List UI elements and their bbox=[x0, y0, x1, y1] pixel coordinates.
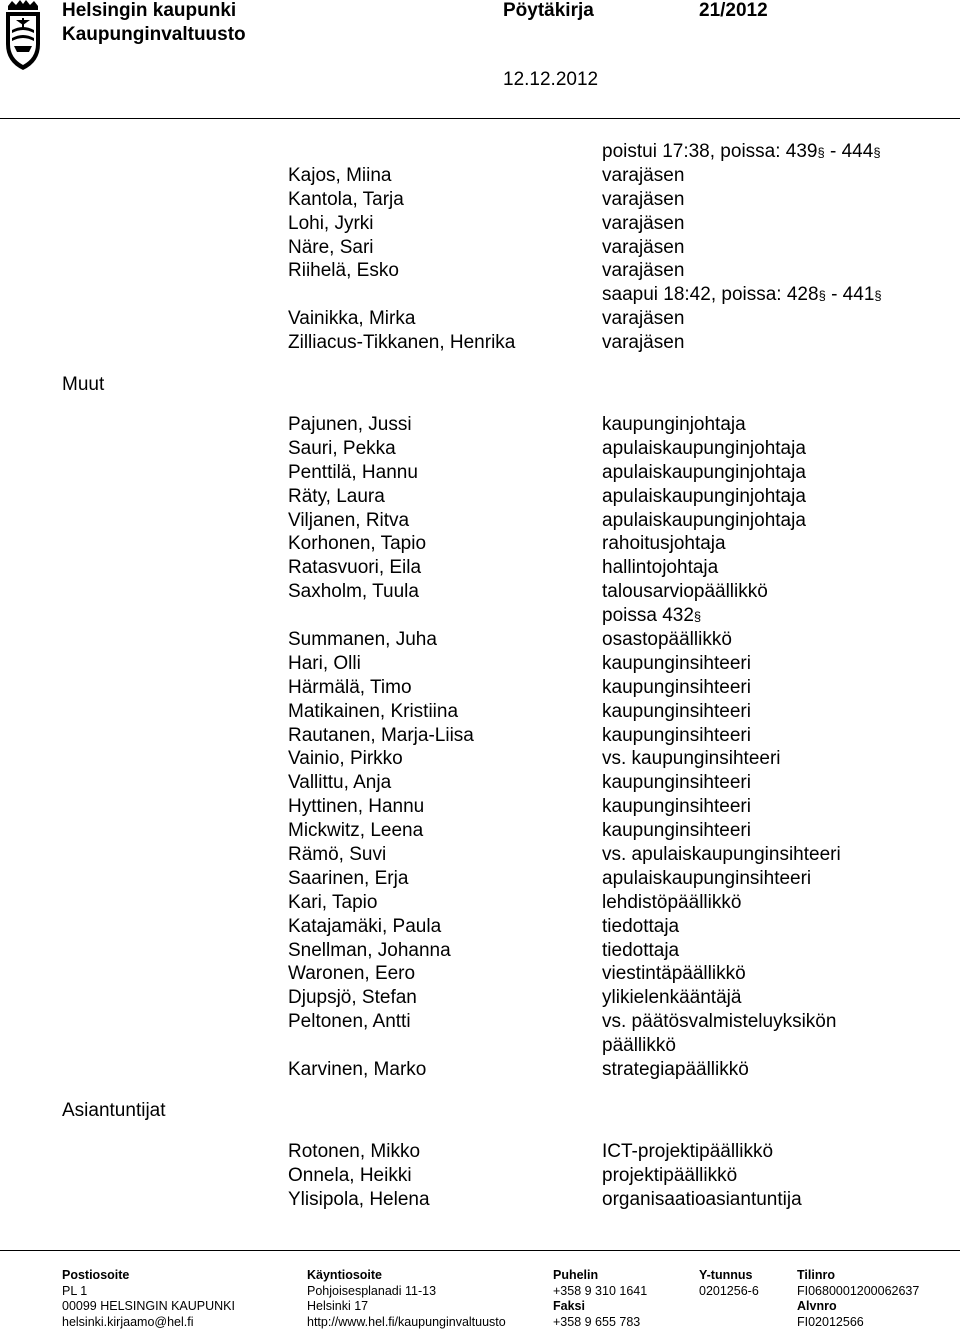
attendance-note: poistui 17:38, poissa: 439§ - 444§ bbox=[602, 141, 881, 162]
doc-type: Pöytäkirja bbox=[503, 0, 594, 21]
list-item: Waronen, Eero bbox=[288, 963, 416, 985]
list-item: Summanen, Juha bbox=[288, 629, 437, 651]
list-item: apulaiskaupunginsihteeri bbox=[602, 867, 812, 889]
footer-postiosoite: Postiosoite PL 1 00099 HELSINGIN KAUPUNKI helsinki.kirjaamo@hel.fi bbox=[62, 1268, 235, 1329]
list-item: Sauri, Pekka bbox=[288, 437, 396, 459]
list-item: ICT-projektipäällikkö bbox=[602, 1141, 774, 1162]
list-item: Katajamäki, Paula bbox=[288, 915, 442, 937]
list-item: kaupunginsihteeri bbox=[602, 724, 751, 746]
list-item: Räty, Laura bbox=[288, 485, 385, 507]
asiantuntijat-block-names bbox=[288, 1140, 430, 1212]
list-item: kaupunginsihteeri bbox=[602, 772, 751, 794]
list-item: tiedottaja bbox=[602, 939, 680, 961]
list-item: Onnela, Heikki bbox=[288, 1164, 412, 1186]
muut-block-names bbox=[288, 413, 474, 1082]
list-item: ylikielenkääntäjä bbox=[602, 987, 742, 1009]
asiantuntijat-block-roles bbox=[602, 1140, 802, 1212]
list-item: apulaiskaupunginjohtaja bbox=[602, 461, 806, 483]
list-item: vs. apulaiskaupunginsihteeri bbox=[602, 844, 841, 866]
footer-ytunnus: Y-tunnus 0201256-6 bbox=[699, 1268, 759, 1298]
list-item: Kari, Tapio bbox=[288, 891, 378, 913]
list-item: Härmälä, Timo bbox=[288, 676, 412, 698]
header-divider bbox=[0, 118, 960, 119]
list-item: päällikkö bbox=[602, 1035, 676, 1057]
list-item: kaupunginsihteeri bbox=[602, 676, 751, 698]
list-item: Pajunen, Jussi bbox=[288, 414, 412, 435]
list-item: kaupunginsihteeri bbox=[602, 700, 751, 722]
body-name: Kaupunginvaltuusto bbox=[62, 24, 246, 45]
list-item: kaupunginsihteeri bbox=[602, 820, 751, 842]
attendance-note: saapui 18:42, poissa: 428§ - 441§ bbox=[602, 284, 882, 306]
list-item: Rotonen, Mikko bbox=[288, 1141, 421, 1162]
list-item: hallintojohtaja bbox=[602, 557, 719, 579]
list-item: Korhonen, Tapio bbox=[288, 533, 427, 555]
list-item: varajäsen bbox=[602, 308, 685, 330]
list-item: Hyttinen, Hannu bbox=[288, 796, 425, 818]
attendance-note: poissa 432§ bbox=[602, 605, 702, 627]
top-block-names bbox=[288, 140, 515, 355]
list-item: apulaiskaupunginjohtaja bbox=[602, 485, 806, 507]
list-item: Mickwitz, Leena bbox=[288, 820, 424, 842]
org-name: Helsingin kaupunki bbox=[62, 0, 237, 21]
footer-tilinro: Tilinro FI0680001200062637 Alvnro FI02012566 bbox=[797, 1268, 920, 1329]
list-item: Saxholm, Tuula bbox=[288, 581, 419, 603]
list-item: kaupunginsihteeri bbox=[602, 652, 751, 674]
list-item: Ylisipola, Helena bbox=[288, 1188, 430, 1210]
list-item: Hari, Olli bbox=[288, 652, 361, 674]
list-item: osastopäällikkö bbox=[602, 629, 732, 651]
list-item: kaupunginjohtaja bbox=[602, 414, 746, 435]
list-item: Kajos, Miina bbox=[288, 164, 392, 186]
list-item: Rämö, Suvi bbox=[288, 844, 387, 866]
list-item: organisaatioasiantuntija bbox=[602, 1188, 802, 1210]
list-item: Matikainen, Kristiina bbox=[288, 700, 459, 722]
section-label-asiantuntijat: Asiantuntijat bbox=[62, 1100, 166, 1121]
footer-puhelin: Puhelin +358 9 310 1641 Faksi +358 9 655 783 bbox=[553, 1268, 648, 1329]
list-item: Saarinen, Erja bbox=[288, 867, 409, 889]
list-item: Vallittu, Anja bbox=[288, 772, 392, 794]
list-item: Ratasvuori, Eila bbox=[288, 557, 422, 579]
list-item: Vainio, Pirkko bbox=[288, 748, 403, 770]
list-item: Snellman, Johanna bbox=[288, 939, 451, 961]
list-item: projektipäällikkö bbox=[602, 1164, 738, 1186]
list-item: Kantola, Tarja bbox=[288, 188, 404, 210]
list-item: Riihelä, Esko bbox=[288, 260, 399, 282]
list-item: Djupsjö, Stefan bbox=[288, 987, 417, 1009]
doc-number: 21/2012 bbox=[699, 0, 768, 21]
list-item: Viljanen, Ritva bbox=[288, 509, 410, 531]
list-item: Vainikka, Mirka bbox=[288, 308, 416, 330]
list-item: varajäsen bbox=[602, 212, 685, 234]
list-item: Penttilä, Hannu bbox=[288, 461, 418, 483]
top-block-roles bbox=[602, 140, 882, 355]
list-item: strategiapäällikkö bbox=[602, 1059, 749, 1081]
list-item: vs. kaupunginsihteeri bbox=[602, 748, 781, 770]
list-item: vs. päätösvalmisteluyksikön bbox=[602, 1011, 837, 1033]
list-item: Näre, Sari bbox=[288, 236, 374, 258]
list-item: talousarviopäällikkö bbox=[602, 581, 768, 603]
list-item: lehdistöpäällikkö bbox=[602, 891, 742, 913]
list-item: varajäsen bbox=[602, 332, 685, 354]
section-label-muut: Muut bbox=[62, 374, 105, 395]
footer-email: helsinki.kirjaamo@hel.fi bbox=[62, 1314, 194, 1329]
list-item: viestintäpäällikkö bbox=[602, 963, 746, 985]
list-item: Lohi, Jyrki bbox=[288, 212, 374, 234]
list-item: tiedottaja bbox=[602, 915, 680, 937]
footer-kayntiosoite: Käyntiosoite Pohjoisesplanadi 11-13 Helsinki 17 http://www.hel.fi/kaupunginvaltuusto bbox=[307, 1268, 506, 1329]
list-item: Zilliacus-Tikkanen, Henrika bbox=[288, 332, 516, 354]
footer-url: http://www.hel.fi/kaupunginvaltuusto bbox=[307, 1314, 506, 1329]
meeting-date: 12.12.2012 bbox=[503, 69, 599, 90]
list-item: Peltonen, Antti bbox=[288, 1011, 411, 1033]
helsinki-crest-logo bbox=[2, 0, 44, 72]
list-item: varajäsen bbox=[602, 260, 685, 282]
list-item: varajäsen bbox=[602, 188, 685, 210]
footer-divider bbox=[0, 1250, 960, 1251]
list-item: Karvinen, Marko bbox=[288, 1059, 427, 1081]
list-item: Rautanen, Marja-Liisa bbox=[288, 724, 474, 746]
muut-block-roles bbox=[602, 413, 841, 1082]
list-item: kaupunginsihteeri bbox=[602, 796, 751, 818]
list-item: rahoitusjohtaja bbox=[602, 533, 726, 555]
list-item: apulaiskaupunginjohtaja bbox=[602, 509, 806, 531]
list-item: varajäsen bbox=[602, 164, 685, 186]
list-item: apulaiskaupunginjohtaja bbox=[602, 437, 806, 459]
list-item: varajäsen bbox=[602, 236, 685, 258]
